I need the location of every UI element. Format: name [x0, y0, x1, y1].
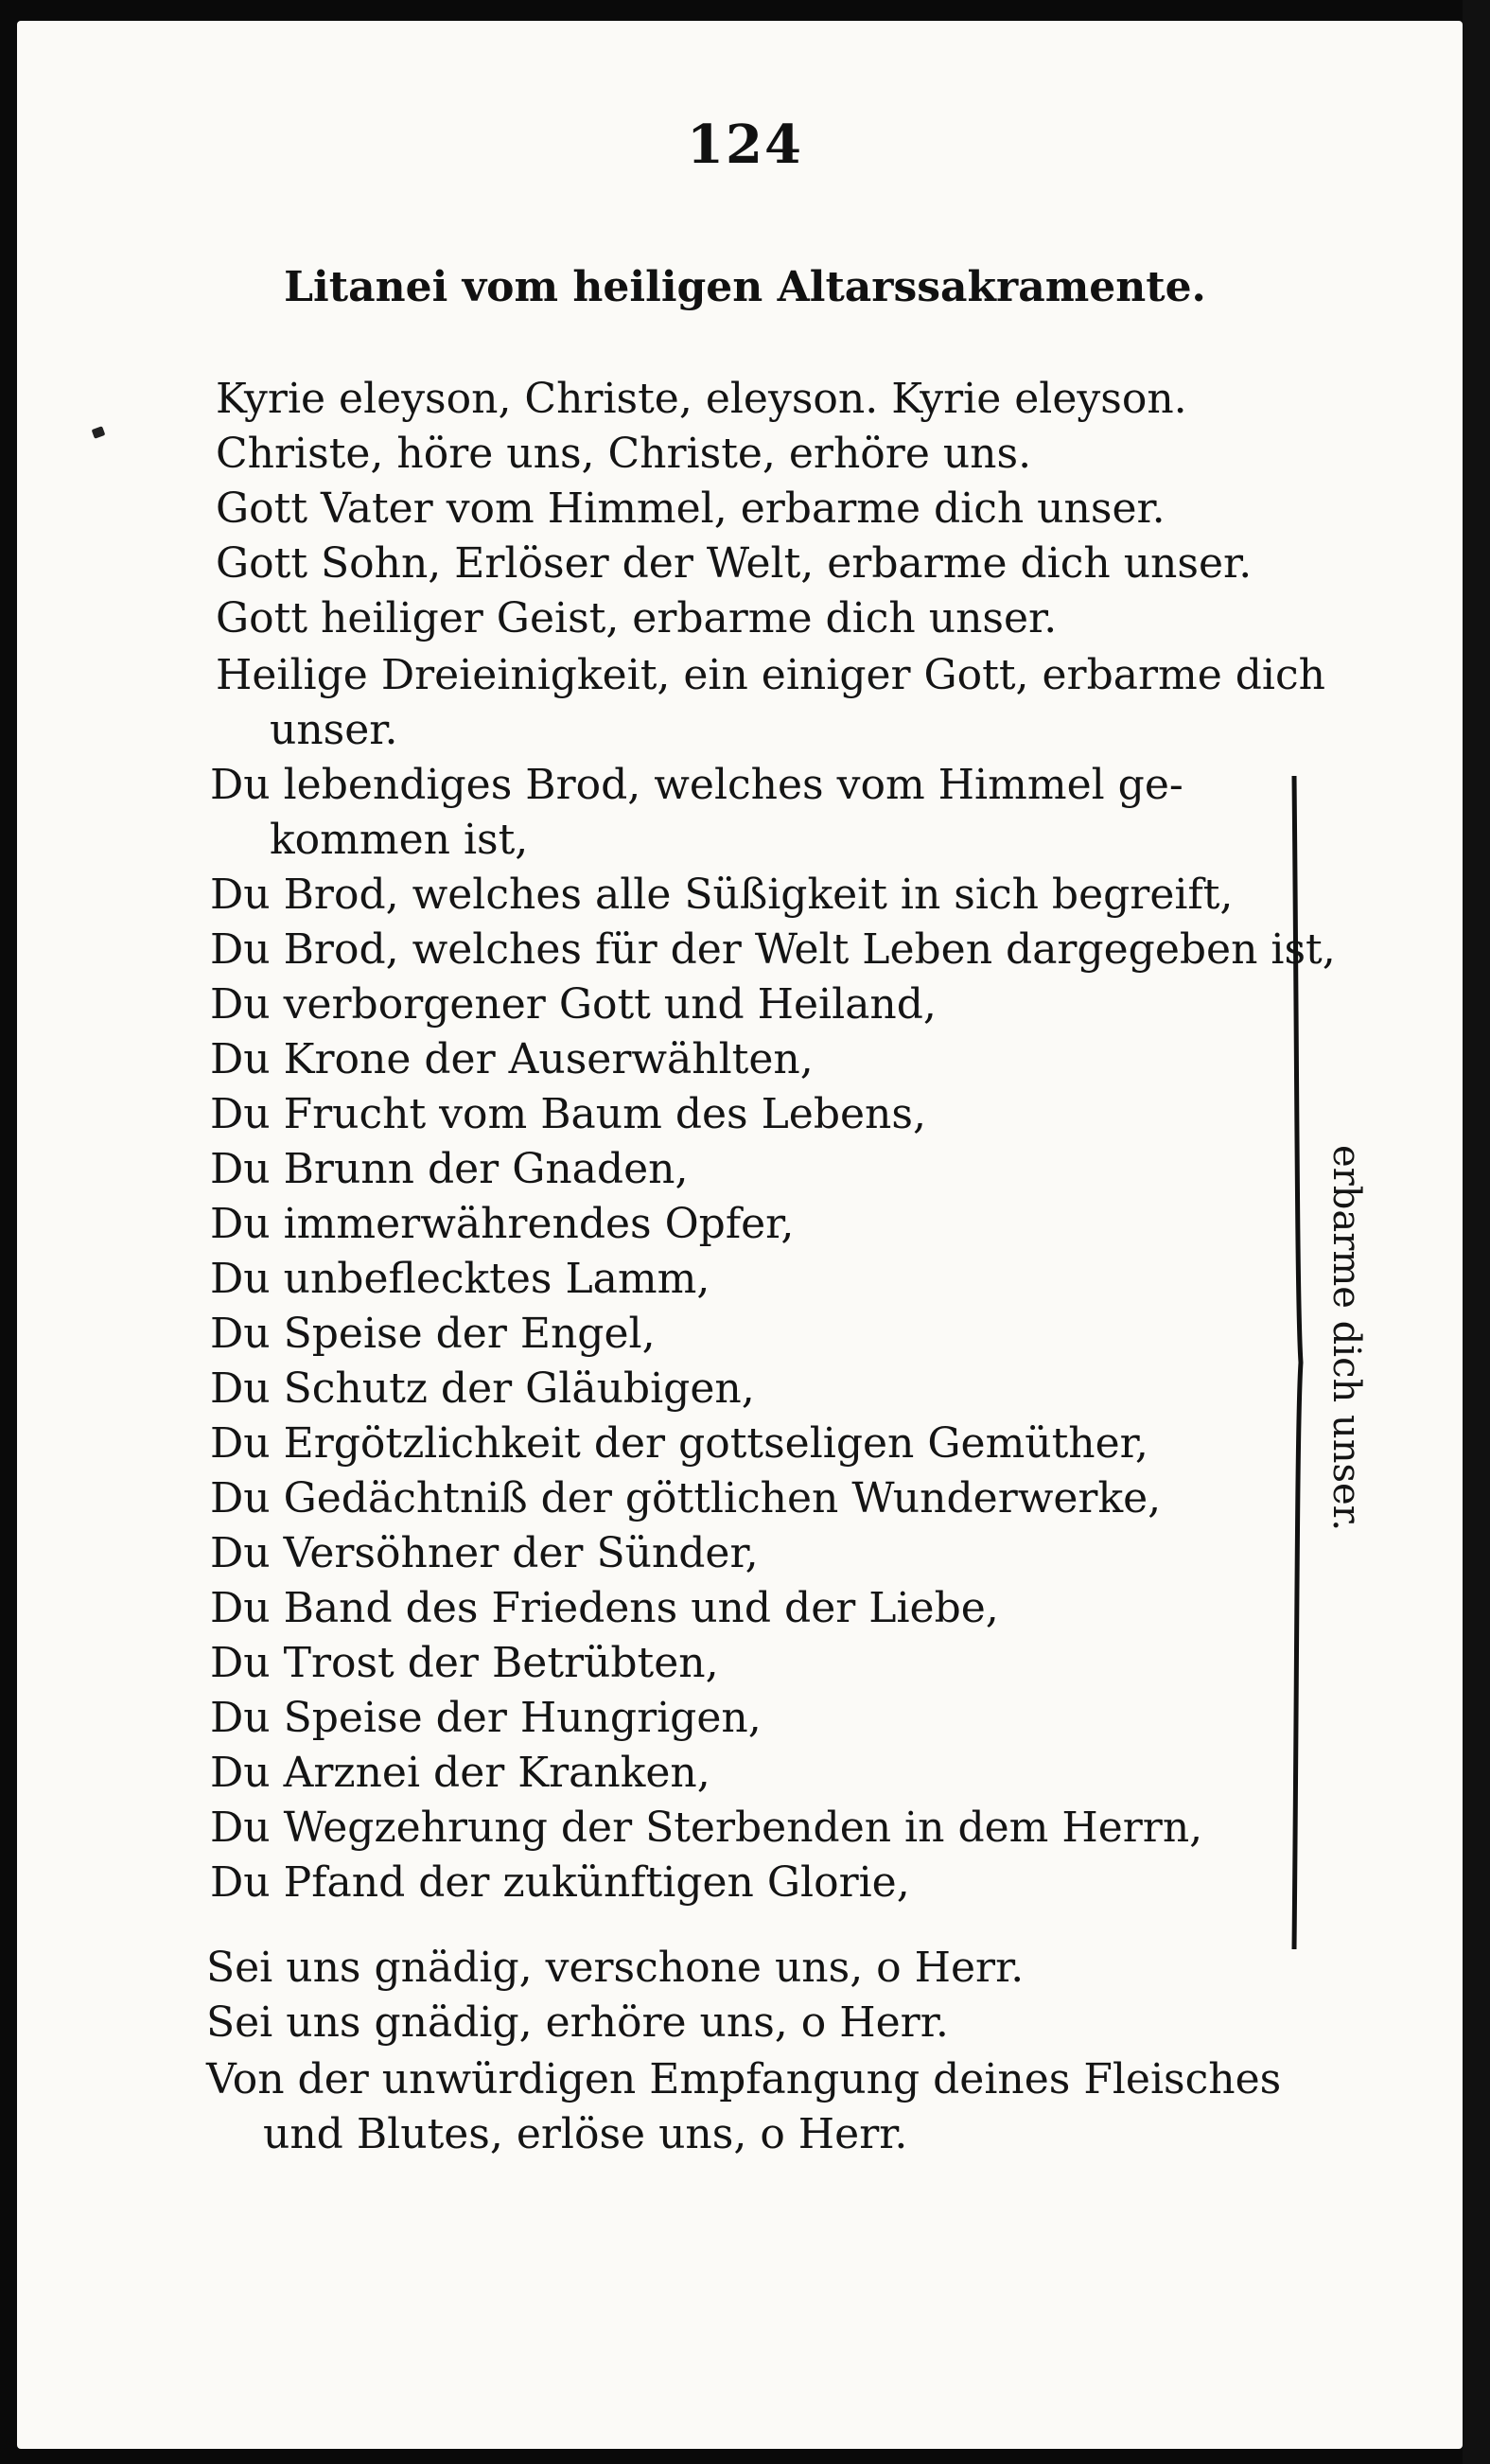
litany-line: Christe, höre uns, Christe, erhöre uns. [216, 430, 1032, 478]
litany-line-continued: kommen ist, [270, 816, 529, 864]
litany-line: Du Wegzehrung der Sterbenden in dem Herrn, [210, 1804, 1203, 1852]
litany-line: Du Schutz der Gläubigen, [210, 1364, 755, 1413]
litany-line: Gott Sohn, Erlöser der Welt, erbarme dich unser. [216, 539, 1253, 588]
litany-line: Du Trost der Betrübten, [210, 1639, 719, 1687]
litany-line: Kyrie eleyson, Christe, eleyson. Kyrie eleyson. [216, 375, 1187, 423]
litany-line: Du Pfand der zukünftigen Glorie, [210, 1858, 910, 1907]
litany-line: Du Arznei der Kranken, [210, 1749, 710, 1797]
side-response: erbarme dich unser. [1324, 1145, 1368, 1532]
litany-line: Du immerwährendes Opfer, [210, 1200, 795, 1248]
page-number: 124 [687, 114, 803, 176]
litany-line: Gott heiliger Geist, erbarme dich unser. [216, 594, 1058, 642]
litany-line: Von der unwürdigen Empfangung deines Fleisches [206, 2055, 1282, 2103]
litany-line: Du Ergötzlichkeit der gottseligen Gemüther, [210, 1419, 1148, 1468]
litany-line-continued: und Blutes, erlöse uns, o Herr. [263, 2110, 908, 2158]
litany-line: Du unbeflecktes Lamm, [210, 1255, 710, 1303]
litany-line: Du Brod, welches alle Süßigkeit in sich begreift, [210, 871, 1234, 919]
litany-heading: Litanei vom heiligen Altarssakramente. [284, 263, 1206, 311]
litany-line: Du Speise der Engel, [210, 1310, 656, 1358]
litany-line: Du Brunn der Gnaden, [210, 1145, 689, 1193]
litany-line: Du Versöhner der Sünder, [210, 1529, 759, 1577]
litany-line: Du Krone der Auserwählten, [210, 1035, 814, 1083]
litany-line: Du Brod, welches für der Welt Leben dargegeben ist, [210, 925, 1336, 974]
litany-line-continued: unser. [270, 706, 398, 754]
litany-line: Sei uns gnädig, erhöre uns, o Herr. [206, 1998, 949, 2047]
litany-line: Du Band des Friedens und der Liebe, [210, 1584, 999, 1632]
litany-line: Du verborgener Gott und Heiland, [210, 980, 937, 1029]
litany-line: Du Frucht vom Baum des Lebens, [210, 1090, 926, 1138]
grouping-brace [1288, 776, 1304, 1949]
litany-line: Du Speise der Hungrigen, [210, 1694, 762, 1742]
litany-line: Du Gedächtniß der göttlichen Wunderwerke, [210, 1474, 1162, 1522]
litany-line: Gott Vater vom Himmel, erbarme dich unser. [216, 484, 1166, 533]
page-edge-shadow [1463, 0, 1490, 2464]
litany-line: Du lebendiges Brod, welches vom Himmel ge- [210, 761, 1183, 809]
litany-line: Sei uns gnädig, verschone uns, o Herr. [206, 1944, 1025, 1992]
litany-line: Heilige Dreieinigkeit, ein einiger Gott, erbarme dich [216, 651, 1325, 699]
